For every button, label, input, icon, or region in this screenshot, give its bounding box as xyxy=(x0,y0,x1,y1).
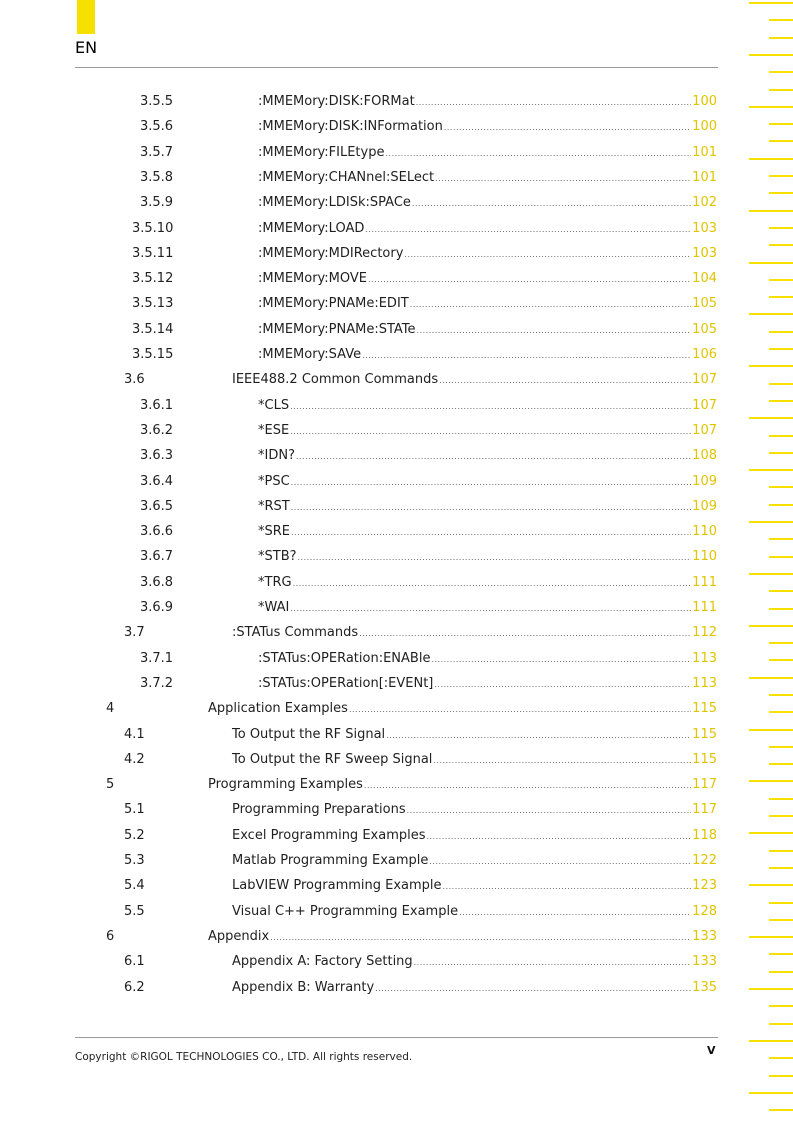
toc-entry-page[interactable]: 135 xyxy=(692,979,717,995)
toc-entry-title: *WAI xyxy=(258,600,290,615)
dot-leader xyxy=(434,672,691,697)
dot-leader xyxy=(290,419,691,444)
toc-entry[interactable] xyxy=(0,544,793,569)
toc-entry[interactable] xyxy=(0,266,793,291)
toc-entry-link[interactable] xyxy=(258,418,717,444)
ruler-tick xyxy=(769,1023,793,1025)
toc-entry-link[interactable] xyxy=(258,595,717,621)
toc-entry-number: 3.5.9 xyxy=(140,195,174,211)
toc-entry-number: 3.6 xyxy=(124,372,145,388)
toc-entry[interactable] xyxy=(0,722,793,747)
toc-entry-link[interactable] xyxy=(258,469,717,495)
toc-entry-number: 3.5.12 xyxy=(132,271,174,287)
toc-entry-link[interactable] xyxy=(258,241,717,267)
dot-leader xyxy=(412,191,691,216)
toc-entry[interactable] xyxy=(0,899,793,924)
toc-entry-link[interactable] xyxy=(232,873,717,899)
toc-entry-number: 3.5.13 xyxy=(132,296,174,312)
toc-entry-number: 3.6.1 xyxy=(140,397,174,413)
header-divider xyxy=(75,67,718,68)
toc-entry-link[interactable] xyxy=(232,620,717,646)
toc-entry[interactable] xyxy=(0,949,793,974)
toc-entry-link[interactable] xyxy=(258,140,717,166)
toc-entry-number: 3.7.2 xyxy=(140,675,174,691)
toc-entry-title: Appendix B: Warranty xyxy=(232,979,375,995)
toc-entry-title: To Output the RF Sweep Signal xyxy=(232,751,433,767)
ruler-tick xyxy=(769,37,793,39)
toc-entry-title: *SRE xyxy=(258,524,290,540)
toc-entry-page[interactable]: 115 xyxy=(692,701,717,717)
toc-entry-page[interactable]: 107 xyxy=(692,422,717,438)
dot-leader xyxy=(291,495,691,520)
toc-entry-number: 3.5.5 xyxy=(140,94,174,109)
toc-entry-page[interactable]: 128 xyxy=(692,903,717,919)
toc-entry-page[interactable]: 133 xyxy=(692,928,717,944)
dot-leader xyxy=(416,90,691,115)
dot-leader xyxy=(435,166,691,191)
toc-entry[interactable] xyxy=(0,241,793,266)
toc-entry-page[interactable]: 107 xyxy=(692,397,717,413)
ruler-tick xyxy=(749,54,793,56)
toc-entry-number: 3.5.14 xyxy=(132,321,174,337)
toc-entry-page[interactable]: 105 xyxy=(692,296,717,312)
toc-entry-link[interactable] xyxy=(258,342,717,368)
toc-entry-number: 3.5.10 xyxy=(132,220,174,236)
ruler-tick xyxy=(769,1005,793,1007)
dot-leader xyxy=(433,748,691,773)
toc-entry[interactable] xyxy=(0,291,793,316)
toc-entry-page[interactable]: 115 xyxy=(692,726,717,742)
dot-leader xyxy=(296,444,691,469)
toc-entry-link[interactable] xyxy=(258,165,717,191)
dot-leader xyxy=(368,267,691,292)
toc-entry[interactable] xyxy=(0,494,793,519)
toc-entry-link[interactable] xyxy=(258,393,717,419)
toc-entry-number: 3.6.5 xyxy=(140,498,174,514)
toc-entry-page[interactable]: 111 xyxy=(692,574,717,590)
toc-entry-title: :MMEMory:MDIRectory xyxy=(258,245,404,261)
dot-leader xyxy=(362,343,691,368)
toc-entry-page[interactable]: 105 xyxy=(692,321,717,337)
toc-entry-number: 6.2 xyxy=(124,979,145,995)
toc-entry-number: 3.7.1 xyxy=(140,650,174,666)
toc-entry[interactable] xyxy=(0,924,793,949)
dot-leader xyxy=(444,115,691,140)
toc-entry-number: 5 xyxy=(106,777,115,793)
dot-leader xyxy=(417,318,692,343)
toc-entry[interactable] xyxy=(0,443,793,468)
toc-entry-link[interactable] xyxy=(258,544,717,570)
toc-entry-page[interactable]: 101 xyxy=(692,169,717,185)
toc-entry-number: 6 xyxy=(106,928,115,944)
toc-entry[interactable] xyxy=(0,848,793,873)
copyright-text: Copyright ©RIGOL TECHNOLOGIES CO., LTD. All rights reserved. xyxy=(75,1051,413,1063)
toc-entry-number: 3.5.15 xyxy=(132,347,174,362)
dot-leader xyxy=(291,470,692,495)
toc-entry-link[interactable] xyxy=(232,949,717,975)
toc-entry-number: 5.3 xyxy=(124,853,145,868)
dot-leader xyxy=(270,925,691,950)
dot-leader xyxy=(386,723,691,748)
toc-entry-title: Application Examples xyxy=(208,701,348,717)
dot-leader xyxy=(293,571,692,596)
toc-entry[interactable] xyxy=(0,671,793,696)
toc-entry[interactable] xyxy=(0,975,793,1000)
toc-entry[interactable] xyxy=(0,646,793,671)
toc-entry-number: 5.5 xyxy=(124,903,145,919)
toc-entry-link[interactable] xyxy=(232,899,717,925)
toc-entry-link[interactable] xyxy=(208,924,717,950)
toc-entry[interactable] xyxy=(0,519,793,544)
ruler-tick xyxy=(749,1092,793,1094)
toc-entry-title: Programming Examples xyxy=(208,777,363,793)
toc-entry-title: *STB? xyxy=(258,549,297,565)
dot-leader xyxy=(385,141,691,166)
toc-entry-page[interactable]: 112 xyxy=(692,625,717,641)
toc-entry-title: Appendix xyxy=(208,928,270,944)
toc-entry-page[interactable]: 103 xyxy=(692,220,717,236)
dot-leader xyxy=(407,798,692,823)
ruler-tick xyxy=(749,2,793,4)
toc-entry-number: 3.5.8 xyxy=(140,169,174,185)
dot-leader xyxy=(431,647,691,672)
toc-entry-title: IEEE488.2 Common Commands xyxy=(232,372,439,388)
toc-entry-title: :MMEMory:LOAD xyxy=(258,220,365,236)
toc-entry-title: *TRG xyxy=(258,574,292,590)
toc-entry-title: *PSC xyxy=(258,473,290,489)
toc-entry-link[interactable] xyxy=(208,772,717,798)
toc-entry[interactable] xyxy=(0,140,793,165)
toc-entry[interactable] xyxy=(0,620,793,645)
ruler-tick xyxy=(749,1040,793,1042)
toc-entry-page[interactable]: 100 xyxy=(692,119,717,135)
toc-entry-page[interactable]: 109 xyxy=(692,498,717,514)
toc-entry-title: *IDN? xyxy=(258,448,295,464)
toc-entry-number: 3.6.9 xyxy=(140,600,174,615)
toc-entry-title: *CLS xyxy=(258,397,290,413)
toc-entry-title: :MMEMory:DISK:INFormation xyxy=(258,119,443,135)
toc-entry[interactable] xyxy=(0,393,793,418)
toc-entry-page[interactable]: 110 xyxy=(692,524,717,540)
ruler-tick xyxy=(769,1109,793,1111)
toc-entry-title: :STATus:OPERation[:EVENt] xyxy=(258,675,434,691)
toc-entry-title: To Output the RF Signal xyxy=(232,726,386,742)
dot-leader xyxy=(349,697,691,722)
toc-entry-title: :STATus Commands xyxy=(232,625,359,641)
toc-entry-link[interactable] xyxy=(232,722,717,748)
toc-entry-page[interactable]: 103 xyxy=(692,245,717,261)
dot-leader xyxy=(459,900,691,925)
toc-entry-page[interactable]: 104 xyxy=(692,271,717,287)
toc-entry-title: :MMEMory:FILEtype xyxy=(258,144,385,160)
toc-entry-link[interactable] xyxy=(232,747,717,773)
toc-entry-number: 5.2 xyxy=(124,827,145,843)
toc-entry-page[interactable]: 111 xyxy=(692,600,717,615)
toc-entry-number: 3.6.7 xyxy=(140,549,174,565)
toc-entry-page[interactable]: 107 xyxy=(692,372,717,388)
toc-entry-link[interactable] xyxy=(258,216,717,242)
language-label: EN xyxy=(75,38,98,57)
toc-entry[interactable] xyxy=(0,823,793,848)
toc-entry-title: :MMEMory:MOVE xyxy=(258,271,367,287)
toc-entry-link[interactable] xyxy=(258,89,717,115)
toc-entry-title: *RST xyxy=(258,498,290,514)
toc-entry[interactable] xyxy=(0,89,793,114)
dot-leader xyxy=(364,773,691,798)
toc-entry-page[interactable]: 117 xyxy=(692,802,717,818)
toc-entry-link[interactable] xyxy=(258,114,717,140)
ruler-tick xyxy=(769,1057,793,1059)
dot-leader xyxy=(290,394,691,419)
toc-entry-number: 4.2 xyxy=(124,751,145,767)
toc-entry-page[interactable]: 101 xyxy=(692,144,717,160)
toc-entry-page[interactable]: 110 xyxy=(692,549,717,565)
toc-entry-title: Appendix A: Factory Setting xyxy=(232,954,413,970)
toc-entry-page[interactable]: 117 xyxy=(692,777,717,793)
dot-leader xyxy=(404,242,691,267)
toc-entry-link[interactable] xyxy=(232,848,717,874)
dot-leader xyxy=(290,596,691,621)
toc-entry-link[interactable] xyxy=(232,797,717,823)
toc-entry-link[interactable] xyxy=(258,570,717,596)
toc-entry[interactable] xyxy=(0,595,793,620)
toc-entry-title: *ESE xyxy=(258,422,290,438)
toc-entry[interactable] xyxy=(0,317,793,342)
dot-leader xyxy=(365,217,691,242)
toc-entry-link[interactable] xyxy=(258,443,717,469)
dot-leader xyxy=(414,950,692,975)
toc-entry[interactable] xyxy=(0,367,793,392)
toc-entry[interactable] xyxy=(0,797,793,822)
page-number: V xyxy=(707,1044,716,1057)
toc-entry-title: :MMEMory:LDISk:SPACe xyxy=(258,195,411,211)
dot-leader xyxy=(410,292,691,317)
toc-entry-link[interactable] xyxy=(232,823,717,849)
dot-leader xyxy=(429,849,691,874)
toc-entry-number: 3.5.6 xyxy=(140,119,174,135)
toc-entry-number: 3.6.6 xyxy=(140,524,174,540)
toc-entry-number: 4 xyxy=(106,701,115,717)
ruler-tick xyxy=(769,71,793,73)
toc-entry-title: :MMEMory:DISK:FORMat xyxy=(258,94,415,109)
dot-leader xyxy=(298,545,692,570)
toc-entry[interactable] xyxy=(0,165,793,190)
toc-entry-title: :STATus:OPERation:ENABle xyxy=(258,650,431,666)
toc-entry-page[interactable]: 115 xyxy=(692,751,717,767)
toc-entry[interactable] xyxy=(0,469,793,494)
toc-entry-title: LabVIEW Programming Example xyxy=(232,878,442,894)
toc-entry-page[interactable]: 102 xyxy=(692,195,717,211)
dot-leader xyxy=(427,824,692,849)
toc-entry-number: 3.6.8 xyxy=(140,574,174,590)
toc-entry-number: 3.6.4 xyxy=(140,473,174,489)
dot-leader xyxy=(443,874,692,899)
toc-entry-title: :MMEMory:CHANnel:SELect xyxy=(258,169,435,185)
toc-entry-link[interactable] xyxy=(232,975,717,1001)
toc-entry-link[interactable] xyxy=(258,190,717,216)
toc-entry[interactable] xyxy=(0,190,793,215)
toc-entry-page[interactable]: 123 xyxy=(692,878,717,894)
toc-entry[interactable] xyxy=(0,342,793,367)
toc-entry-link[interactable] xyxy=(258,291,717,317)
toc-entry-link[interactable] xyxy=(208,696,717,722)
toc-entry-number: 5.1 xyxy=(124,802,145,818)
toc-entry-title: :MMEMory:SAVe xyxy=(258,347,362,362)
toc-entry[interactable] xyxy=(0,696,793,721)
toc-entry[interactable] xyxy=(0,747,793,772)
toc-entry-page[interactable]: 118 xyxy=(692,827,717,843)
toc-entry-page[interactable]: 100 xyxy=(692,94,717,109)
toc-entry[interactable] xyxy=(0,216,793,241)
toc-entry-number: 3.6.3 xyxy=(140,448,174,464)
toc-entry-page[interactable]: 109 xyxy=(692,473,717,489)
toc-entry-title: :MMEMory:PNAMe:EDIT xyxy=(258,296,409,312)
toc-entry-link[interactable] xyxy=(258,317,717,343)
toc-entry-number: 4.1 xyxy=(124,726,145,742)
toc-entry-title: :MMEMory:PNAMe:STATe xyxy=(258,321,416,337)
dot-leader xyxy=(359,621,691,646)
toc-entry-link[interactable] xyxy=(258,671,717,697)
dot-leader xyxy=(375,976,691,1001)
toc-entry-page[interactable]: 113 xyxy=(692,675,717,691)
toc-entry-link[interactable] xyxy=(258,266,717,292)
toc-entry-link[interactable] xyxy=(258,646,717,672)
toc-entry-link[interactable] xyxy=(232,367,717,393)
toc-entry-link[interactable] xyxy=(258,519,717,545)
toc-entry[interactable] xyxy=(0,114,793,139)
toc-entry-number: 3.7 xyxy=(124,625,145,641)
toc-entry-title: Visual C++ Programming Example xyxy=(232,903,459,919)
toc-entry-page[interactable]: 106 xyxy=(692,347,717,362)
toc-entry-number: 5.4 xyxy=(124,878,145,894)
toc-entry-page[interactable]: 133 xyxy=(692,954,717,970)
dot-leader xyxy=(439,368,691,393)
toc-entry-page[interactable]: 122 xyxy=(692,853,717,868)
toc-entry-title: Matlab Programming Example xyxy=(232,853,429,868)
toc-entry-number: 3.5.11 xyxy=(132,245,174,261)
toc-entry-number: 3.5.7 xyxy=(140,144,174,160)
toc-entry-page[interactable]: 108 xyxy=(692,448,717,464)
header-accent-tab xyxy=(77,0,95,34)
ruler-tick xyxy=(769,1075,793,1077)
toc-entry[interactable] xyxy=(0,772,793,797)
toc-entry[interactable] xyxy=(0,418,793,443)
ruler-tick xyxy=(769,19,793,21)
toc-entry-number: 3.6.2 xyxy=(140,422,174,438)
toc-entry-number: 6.1 xyxy=(124,954,145,970)
toc-entry[interactable] xyxy=(0,873,793,898)
toc-entry-page[interactable]: 113 xyxy=(692,650,717,666)
toc-entry-link[interactable] xyxy=(258,494,717,520)
footer-divider xyxy=(75,1037,718,1038)
toc-entry-title: Excel Programming Examples xyxy=(232,827,426,843)
dot-leader xyxy=(291,520,691,545)
toc-entry[interactable] xyxy=(0,570,793,595)
toc-entry-title: Programming Preparations xyxy=(232,802,406,818)
